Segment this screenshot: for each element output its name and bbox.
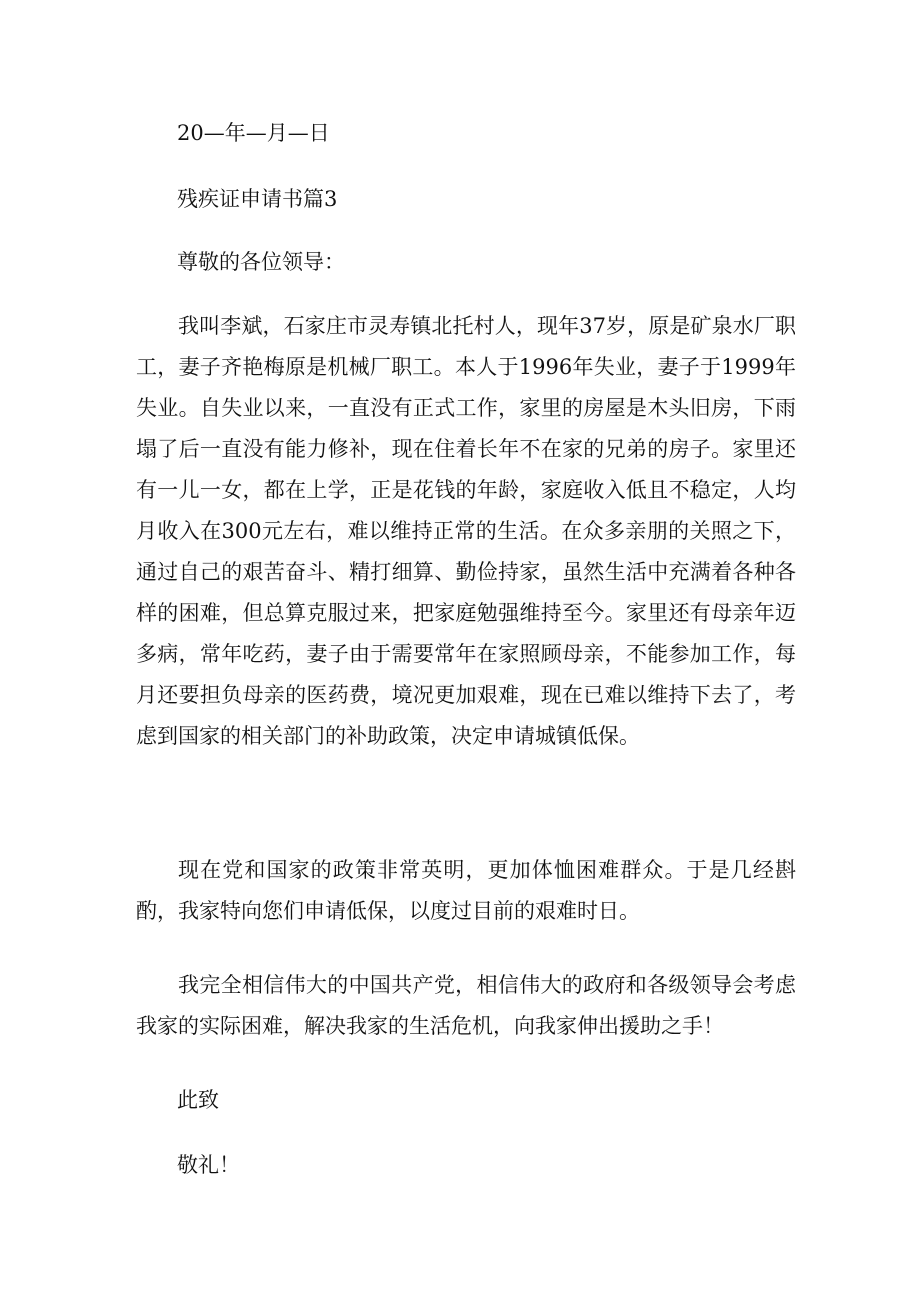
- section-title: 残疾证申请书篇3: [177, 187, 338, 211]
- body-paragraph-2: 现在党和国家的政策非常英明，更加体恤困难群众。于是几经斟酌，我家特向您们申请低保，以度过目前的艰难时日。: [136, 858, 796, 923]
- closing: 此致: [177, 1088, 219, 1112]
- regards: 敬礼！: [177, 1153, 240, 1177]
- body-paragraph-1: 我叫李斌，石家庄市灵寿镇北托村人，现年37岁，原是矿泉水厂职工，妻子齐艳梅原是机械厂职工。本人于1996年失业，妻子于1999年失业。自失业以来，一直没有正式工作，家里的房屋是木头旧房，下雨塌了后一直没有能力修补，现在住着长年不在家的兄弟的房子。家里还有一儿一女，都在上学，正是花钱的年龄，家庭收入低且不稳定，人均月收入在300元左右，难以维持正常的生活。在众多亲朋的关照之下，通过自己的艰苦奋斗、精打细算、勤俭持家，虽然生活中充满着各种各样的困难，但总算克服过来，把家庭勉强维持至今。家里还有母亲年迈多病，常年吃药，妻子由于需要常年在家照顾母亲，不能参加工作，每月还要担负母亲的医药费，境况更加艰难，现在已难以维持下去了，考虑到国家的相关部门的补助政策，决定申请城镇低保。: [136, 314, 796, 748]
- date-line: 20—年—月—日: [177, 121, 330, 145]
- salutation: 尊敬的各位领导：: [177, 250, 345, 274]
- body-paragraph-3: 我完全相信伟大的中国共产党，相信伟大的政府和各级领导会考虑我家的实际困难，解决我家的生活危机，向我家伸出援助之手！: [136, 973, 796, 1038]
